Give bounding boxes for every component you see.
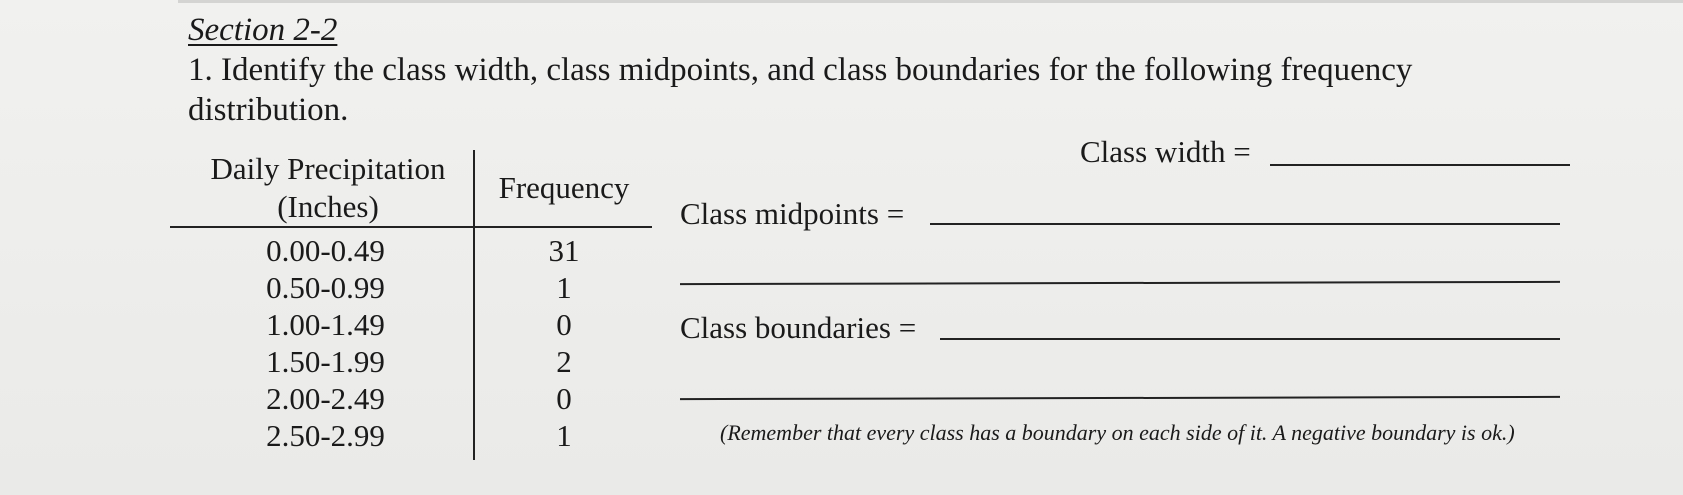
header-line-2: (Inches)	[277, 189, 379, 224]
table-cell-range: 0.50-0.99	[266, 270, 385, 305]
header-line-1: Daily Precipitation	[210, 151, 446, 186]
question-text-continued: distribution.	[188, 92, 349, 128]
table-cell-frequency: 0	[556, 307, 572, 342]
table-cell-frequency: 31	[548, 233, 580, 268]
section-title: Section 2-2	[188, 12, 338, 48]
table-cell-frequency: 1	[556, 270, 572, 305]
class-boundaries-blank[interactable]	[940, 338, 1560, 340]
table-cell-range: 1.50-1.99	[266, 344, 385, 379]
class-midpoints-label: Class midpoints =	[680, 196, 905, 231]
paper-top-edge	[178, 0, 1683, 3]
table-cell-range: 2.00-2.49	[266, 381, 385, 416]
class-midpoints-blank[interactable]	[930, 223, 1560, 225]
class-boundaries-label: Class boundaries =	[680, 310, 917, 345]
table-cell-range: 0.00-0.49	[266, 233, 385, 268]
table-header-precipitation	[178, 150, 478, 226]
class-midpoints-blank-2[interactable]	[680, 281, 1560, 285]
class-boundaries-blank-2[interactable]	[680, 396, 1560, 400]
table-cell-frequency: 1	[556, 418, 572, 453]
boundary-note: (Remember that every class has a boundary on each side of it. A negative boundary is ok.)	[720, 420, 1515, 445]
question-text: 1. Identify the class width, class midpoints, and class boundaries for the following frequency	[188, 52, 1413, 88]
table-cell-range: 2.50-2.99	[266, 418, 385, 453]
table-header-frequency: Frequency	[498, 170, 630, 205]
table-cell-frequency: 0	[556, 381, 572, 416]
table-cell-frequency: 2	[556, 344, 572, 379]
table-column-divider	[473, 150, 475, 460]
table-cell-range: 1.00-1.49	[266, 307, 385, 342]
class-width-blank[interactable]	[1270, 164, 1570, 166]
class-width-label: Class width =	[1080, 134, 1251, 169]
table-header-divider	[170, 226, 652, 228]
